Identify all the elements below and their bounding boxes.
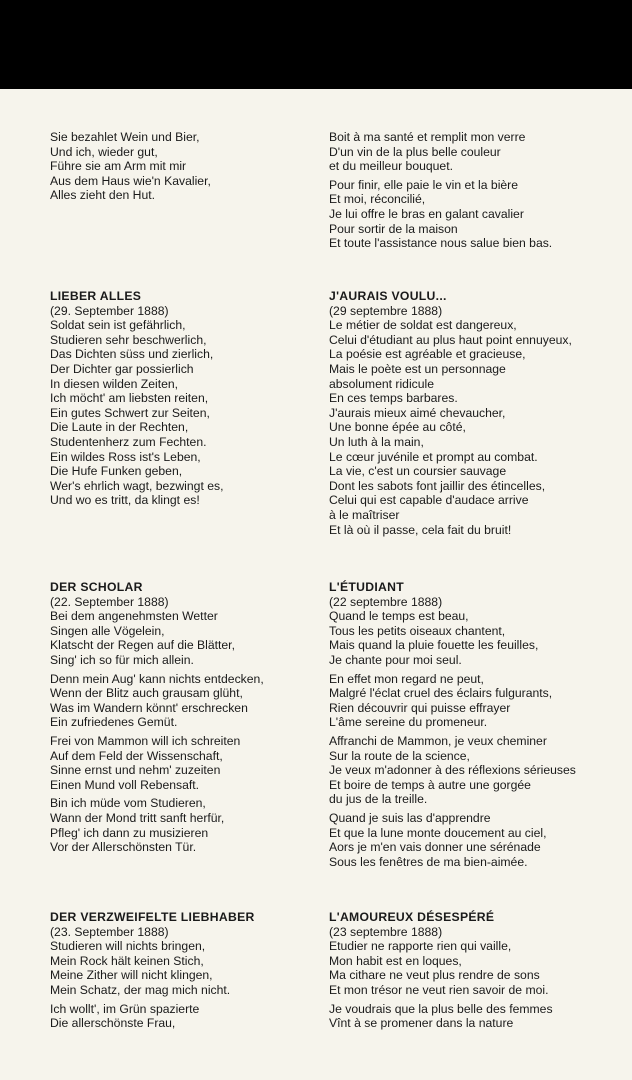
verse-line: Le métier de soldat est dangereux, bbox=[329, 318, 517, 333]
verse-line: Dont les sabots font jaillir des étincelles, bbox=[329, 478, 546, 493]
verse-line: Einen Mund voll Rebensaft. bbox=[50, 777, 200, 792]
poem-title: J'AURAIS VOULU... bbox=[329, 289, 447, 303]
stanza bbox=[329, 1002, 629, 1031]
verse-line: Sous les fenêtres de ma bien-aimée. bbox=[329, 854, 528, 869]
stanza bbox=[329, 672, 629, 730]
poem-date: (29 septembre 1888) bbox=[329, 303, 443, 318]
verse-line: Celui d'étudiant au plus haut point ennuyeux, bbox=[329, 332, 572, 347]
verse-line: Mais quand la pluie fouette les feuilles, bbox=[329, 638, 539, 653]
verse-line: Celui qui est capable d'audace arrive bbox=[329, 493, 529, 508]
verse-line: Quand le temps est beau, bbox=[329, 609, 469, 624]
verse-line: Wann der Mond tritt sanft herfür, bbox=[50, 810, 225, 825]
poem-date: (22 septembre 1888) bbox=[329, 594, 443, 609]
poem-date: (22. September 1888) bbox=[50, 594, 169, 609]
poem-fr bbox=[329, 910, 629, 1035]
verse-line: Soldat sein ist gefährlich, bbox=[50, 318, 186, 333]
poem-title: L'ÉTUDIANT bbox=[329, 580, 404, 594]
verse-line: Ich möcht' am liebsten reiten, bbox=[50, 391, 209, 406]
verse-line: et du meilleur bouquet. bbox=[329, 159, 453, 174]
stanza bbox=[329, 130, 629, 174]
verse-line: Bin ich müde vom Studieren, bbox=[50, 796, 206, 811]
stanza bbox=[329, 939, 629, 997]
verse-line: Die allerschönste Frau, bbox=[50, 1016, 176, 1031]
verse-line: Aors je m'en vais donner une sérénade bbox=[329, 840, 541, 855]
verse-line: Alles zieht den Hut. bbox=[50, 188, 156, 203]
verse-line: Klatscht der Regen auf die Blätter, bbox=[50, 638, 235, 653]
verse-line: Tous les petits oiseaux chantent, bbox=[329, 623, 506, 638]
verse-line: Singen alle Vögelein, bbox=[50, 623, 165, 638]
poem-title: LIEBER ALLES bbox=[50, 289, 142, 303]
verse-line: Et moi, réconcilié, bbox=[329, 192, 426, 207]
verse-line: Die Laute in der Rechten, bbox=[50, 420, 189, 435]
poem-title: L'AMOUREUX DÉSESPÉRÉ bbox=[329, 910, 495, 924]
verse-line: Pfleg' ich dann zu musizieren bbox=[50, 825, 209, 840]
verse-line: Was im Wandern könnt' erschrecken bbox=[50, 700, 248, 715]
verse-line: Et toute l'assistance nous salue bien bas. bbox=[329, 236, 553, 251]
verse-line: Et que la lune monte doucement au ciel, bbox=[329, 825, 547, 840]
verse-line: absolument ridicule bbox=[329, 376, 435, 391]
verse-line: En effet mon regard ne peut, bbox=[329, 671, 484, 686]
poem-de bbox=[50, 910, 320, 1035]
verse-line: Une bonne épée au côté, bbox=[329, 420, 466, 435]
verse-line: Ein gutes Schwert zur Seiten, bbox=[50, 405, 210, 420]
poem-fr bbox=[329, 289, 629, 541]
verse-line: Affranchi de Mammon, je veux cheminer bbox=[329, 733, 547, 748]
verse-line: D'un vin de la plus belle couleur bbox=[329, 144, 501, 159]
verse-line: Auf dem Feld der Wissenschaft, bbox=[50, 748, 223, 763]
verse-line: Vînt à se promener dans la nature bbox=[329, 1016, 514, 1031]
verse-line: Sinne ernst und nehm' zuzeiten bbox=[50, 763, 221, 778]
verse-line: Malgré l'éclat cruel des éclairs fulgurants, bbox=[329, 686, 553, 701]
verse-line: Frei von Mammon will ich schreiten bbox=[50, 733, 241, 748]
verse-line: à le maîtriser bbox=[329, 507, 400, 522]
verse-line: Studentenherz zum Fechten. bbox=[50, 434, 207, 449]
verse-line: Je voudrais que la plus belle des femmes bbox=[329, 1001, 553, 1016]
verse-line: Rien découvrir qui puisse effrayer bbox=[329, 700, 511, 715]
verse-line: Pour finir, elle paie le vin et la bière bbox=[329, 177, 519, 192]
verse-line: Und wo es tritt, da klingt es! bbox=[50, 493, 200, 508]
verse-line: En ces temps barbares. bbox=[329, 391, 458, 406]
verse-line: Et boire de temps à autre une gorgée bbox=[329, 777, 531, 792]
poem-date: (29. September 1888) bbox=[50, 303, 169, 318]
intro-fr bbox=[329, 130, 629, 255]
stanza bbox=[50, 318, 320, 508]
verse-line: Wer's ehrlich wagt, bezwingt es, bbox=[50, 478, 224, 493]
stanza bbox=[50, 672, 320, 730]
verse-line: Boit à ma santé et remplit mon verre bbox=[329, 130, 526, 144]
poem-title: DER SCHOLAR bbox=[50, 580, 143, 594]
stanza bbox=[50, 796, 320, 854]
verse-line: Das Dichten süss und zierlich, bbox=[50, 347, 214, 362]
poem-de bbox=[50, 580, 320, 859]
verse-line: Le cœur juvénile et prompt au combat. bbox=[329, 449, 538, 464]
verse-line: Ich wollt', im Grün spazierte bbox=[50, 1001, 200, 1016]
stanza bbox=[50, 734, 320, 792]
poem-date: (23. September 1888) bbox=[50, 924, 169, 939]
top-black-band bbox=[0, 0, 632, 89]
poem-de bbox=[50, 289, 320, 512]
verse-line: Führe sie am Arm mit mir bbox=[50, 159, 187, 174]
stanza bbox=[329, 811, 629, 869]
verse-line: Mein Schatz, der mag mich nicht. bbox=[50, 982, 231, 997]
verse-line: Sie bezahlet Wein und Bier, bbox=[50, 130, 200, 144]
verse-line: In diesen wilden Zeiten, bbox=[50, 376, 179, 391]
stanza bbox=[329, 178, 629, 251]
verse-line: Mon habit est en loques, bbox=[329, 953, 462, 968]
intro-de bbox=[50, 130, 320, 207]
verse-line: La poésie est agréable et gracieuse, bbox=[329, 347, 526, 362]
verse-line: Et mon trésor ne veut rien savoir de moi. bbox=[329, 982, 549, 997]
verse-line: Und ich, wieder gut, bbox=[50, 144, 158, 159]
verse-line: Je chante pour moi seul. bbox=[329, 652, 462, 667]
verse-line: Un luth à la main, bbox=[329, 434, 424, 449]
verse-line: Aus dem Haus wie'n Kavalier, bbox=[50, 173, 211, 188]
stanza bbox=[329, 734, 629, 807]
verse-line: Pour sortir de la maison bbox=[329, 221, 458, 236]
stanza bbox=[329, 609, 629, 667]
stanza bbox=[50, 130, 320, 203]
verse-line: Vor der Allerschönsten Tür. bbox=[50, 840, 197, 855]
stanza bbox=[329, 318, 629, 537]
verse-line: Ein zufriedenes Gemüt. bbox=[50, 715, 178, 730]
verse-line: du jus de la treille. bbox=[329, 792, 428, 807]
verse-line: Der Dichter gar possierlich bbox=[50, 361, 194, 376]
stanza bbox=[50, 939, 320, 997]
verse-line: Die Hufe Funken geben, bbox=[50, 464, 183, 479]
verse-line: Ein wildes Ross ist's Leben, bbox=[50, 449, 201, 464]
verse-line: J'aurais mieux aimé chevaucher, bbox=[329, 405, 506, 420]
verse-line: Meine Zither will nicht klingen, bbox=[50, 968, 213, 983]
verse-line: La vie, c'est un coursier sauvage bbox=[329, 464, 507, 479]
verse-line: L'âme sereine du promeneur. bbox=[329, 715, 488, 730]
verse-line: Et là où il passe, cela fait du bruit! bbox=[329, 522, 512, 537]
verse-line: Sing' ich so für mich allein. bbox=[50, 652, 194, 667]
verse-line: Studieren sehr beschwerlich, bbox=[50, 332, 207, 347]
verse-line: Denn mein Aug' kann nichts entdecken, bbox=[50, 671, 264, 686]
stanza bbox=[50, 1002, 320, 1031]
verse-line: Sur la route de la science, bbox=[329, 748, 470, 763]
poem-date: (23 septembre 1888) bbox=[329, 924, 443, 939]
verse-line: Mein Rock hält keinen Stich, bbox=[50, 953, 204, 968]
poem-fr bbox=[329, 580, 629, 873]
verse-line: Bei dem angenehmsten Wetter bbox=[50, 609, 218, 624]
verse-line: Wenn der Blitz auch grausam glüht, bbox=[50, 686, 243, 701]
poem-title: DER VERZWEIFELTE LIEBHABER bbox=[50, 910, 255, 924]
verse-line: Mais le poète est un personnage bbox=[329, 361, 506, 376]
verse-line: Je veux m'adonner à des réflexions sérieuses bbox=[329, 763, 576, 778]
stanza bbox=[50, 609, 320, 667]
verse-line: Je lui offre le bras en galant cavalier bbox=[329, 206, 524, 221]
verse-line: Ma cithare ne veut plus rendre de sons bbox=[329, 968, 540, 983]
verse-line: Studieren will nichts bringen, bbox=[50, 939, 206, 954]
verse-line: Etudier ne rapporte rien qui vaille, bbox=[329, 939, 512, 954]
verse-line: Quand je suis las d'apprendre bbox=[329, 810, 491, 825]
